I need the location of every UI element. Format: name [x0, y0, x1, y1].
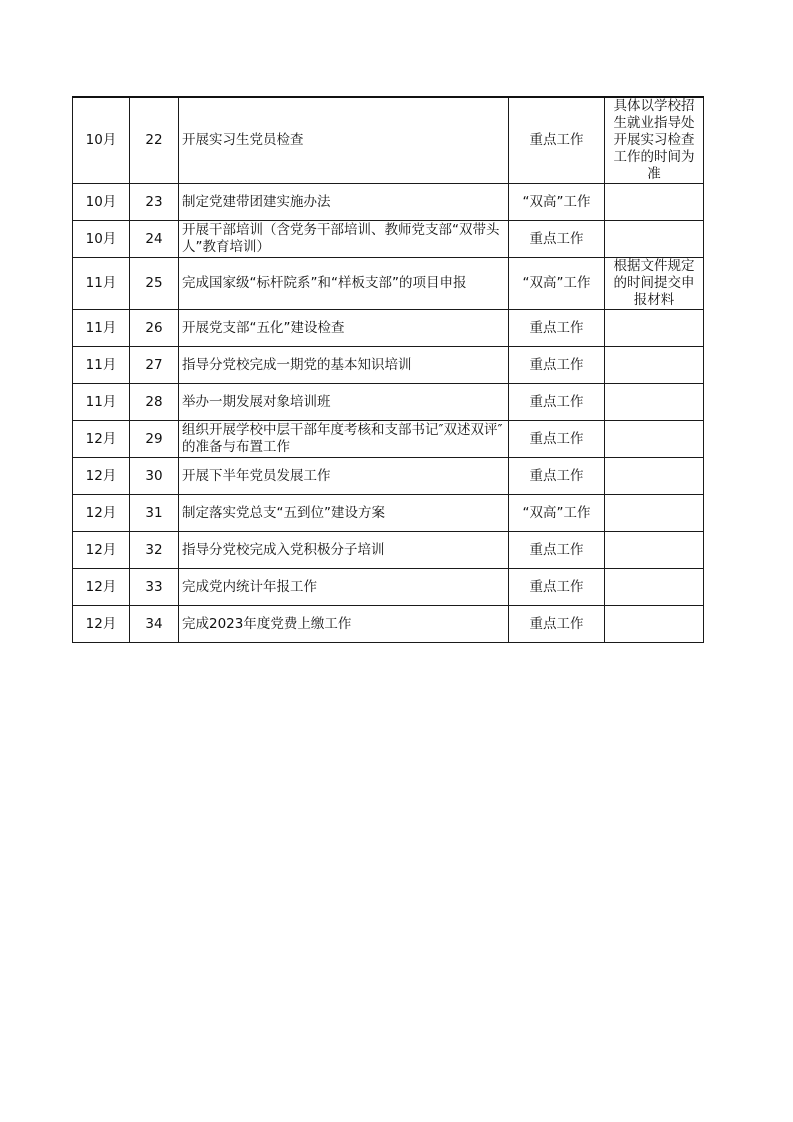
month-cell: 11月: [73, 258, 130, 310]
type-cell: 重点工作: [509, 606, 605, 643]
note-cell: 具体以学校招生就业指导处开展实习检查工作的时间为准: [605, 97, 704, 184]
content-cell: 举办一期发展对象培训班: [179, 384, 509, 421]
number-cell: 31: [130, 495, 179, 532]
month-cell: 10月: [73, 221, 130, 258]
type-cell: 重点工作: [509, 347, 605, 384]
table-row: [73, 310, 704, 347]
table-row: [73, 532, 704, 569]
content-cell: 完成党内统计年报工作: [179, 569, 509, 606]
content-cell: 开展干部培训（含党务干部培训、教师党支部“双带头人”教育培训）: [179, 221, 509, 258]
month-cell: 12月: [73, 421, 130, 458]
table-row: [73, 495, 704, 532]
note-cell: [605, 458, 704, 495]
work-plan-sheet: [72, 96, 703, 643]
number-cell: 33: [130, 569, 179, 606]
number-cell: 26: [130, 310, 179, 347]
content-cell: 完成2023年度党费上缴工作: [179, 606, 509, 643]
note-cell: [605, 221, 704, 258]
note-cell: [605, 569, 704, 606]
number-cell: 32: [130, 532, 179, 569]
table-row: [73, 421, 704, 458]
note-cell: [605, 421, 704, 458]
number-cell: 28: [130, 384, 179, 421]
month-cell: 11月: [73, 384, 130, 421]
type-cell: “双高”工作: [509, 495, 605, 532]
content-cell: 指导分党校完成入党积极分子培训: [179, 532, 509, 569]
content-cell: 制定落实党总支“五到位”建设方案: [179, 495, 509, 532]
month-cell: 12月: [73, 606, 130, 643]
month-cell: 12月: [73, 532, 130, 569]
table-row: [73, 384, 704, 421]
type-cell: 重点工作: [509, 421, 605, 458]
table-row: [73, 347, 704, 384]
month-cell: 12月: [73, 495, 130, 532]
work-plan-table: [72, 96, 704, 643]
table-row: [73, 184, 704, 221]
content-cell: 开展党支部“五化”建设检查: [179, 310, 509, 347]
type-cell: 重点工作: [509, 221, 605, 258]
number-cell: 30: [130, 458, 179, 495]
content-cell: 开展下半年党员发展工作: [179, 458, 509, 495]
content-cell: 组织开展学校中层干部年度考核和支部书记″双述双评″的准备与布置工作: [179, 421, 509, 458]
number-cell: 29: [130, 421, 179, 458]
type-cell: 重点工作: [509, 384, 605, 421]
type-cell: 重点工作: [509, 458, 605, 495]
table-row: [73, 221, 704, 258]
table-row: [73, 606, 704, 643]
number-cell: 24: [130, 221, 179, 258]
content-cell: 完成国家级“标杆院系”和“样板支部”的项目申报: [179, 258, 509, 310]
month-cell: 11月: [73, 347, 130, 384]
note-cell: 根据文件规定的时间提交申报材料: [605, 258, 704, 310]
type-cell: 重点工作: [509, 532, 605, 569]
number-cell: 34: [130, 606, 179, 643]
table-row: [73, 258, 704, 310]
note-cell: [605, 184, 704, 221]
note-cell: [605, 606, 704, 643]
number-cell: 22: [130, 97, 179, 184]
note-cell: [605, 347, 704, 384]
type-cell: 重点工作: [509, 310, 605, 347]
type-cell: “双高”工作: [509, 258, 605, 310]
content-cell: 指导分党校完成一期党的基本知识培训: [179, 347, 509, 384]
month-cell: 10月: [73, 184, 130, 221]
number-cell: 27: [130, 347, 179, 384]
table-row: [73, 458, 704, 495]
type-cell: 重点工作: [509, 569, 605, 606]
table-row: [73, 97, 704, 184]
note-cell: [605, 532, 704, 569]
note-cell: [605, 310, 704, 347]
month-cell: 10月: [73, 97, 130, 184]
month-cell: 11月: [73, 310, 130, 347]
type-cell: 重点工作: [509, 97, 605, 184]
type-cell: “双高”工作: [509, 184, 605, 221]
number-cell: 23: [130, 184, 179, 221]
number-cell: 25: [130, 258, 179, 310]
content-cell: 制定党建带团建实施办法: [179, 184, 509, 221]
note-cell: [605, 495, 704, 532]
content-cell: 开展实习生党员检查: [179, 97, 509, 184]
month-cell: 12月: [73, 569, 130, 606]
table-row: [73, 569, 704, 606]
month-cell: 12月: [73, 458, 130, 495]
note-cell: [605, 384, 704, 421]
